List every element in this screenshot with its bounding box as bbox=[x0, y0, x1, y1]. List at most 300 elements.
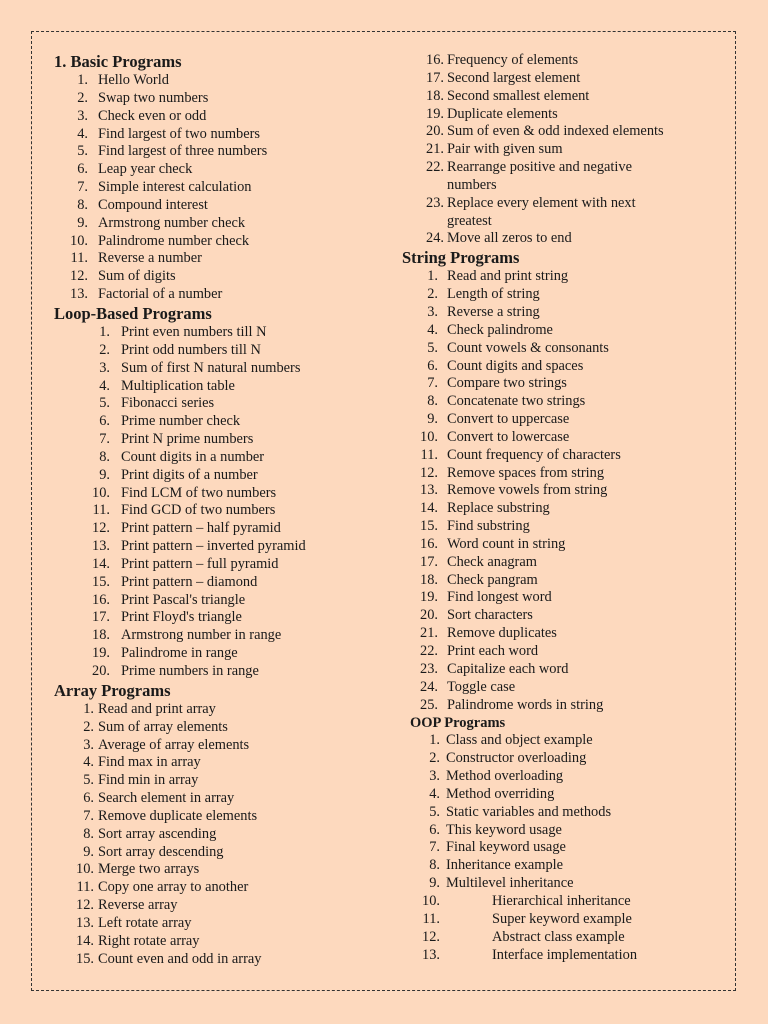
item-number: 16. bbox=[92, 591, 110, 608]
item-text: Remove spaces from string bbox=[447, 464, 605, 481]
list-item bbox=[54, 538, 384, 556]
list-item bbox=[402, 358, 732, 376]
item-text: Armstrong number in range bbox=[121, 627, 282, 644]
list-item bbox=[402, 839, 732, 857]
item-text: This keyword usage bbox=[446, 821, 562, 838]
item-number: 17. bbox=[420, 553, 438, 570]
item-text: Method overriding bbox=[446, 785, 555, 802]
item-text: Sum of digits bbox=[98, 268, 176, 285]
item-text: Compound interest bbox=[98, 196, 208, 213]
list-item bbox=[54, 879, 384, 897]
item-text: Sum of array elements bbox=[98, 718, 228, 735]
list-item bbox=[402, 465, 732, 483]
list-item bbox=[402, 447, 732, 465]
list-item bbox=[402, 286, 732, 304]
item-number: 7. bbox=[429, 839, 440, 856]
list-item bbox=[402, 106, 732, 124]
section-oop-programs bbox=[402, 714, 732, 964]
item-text: Print each word bbox=[447, 643, 539, 659]
item-number: 15. bbox=[76, 950, 94, 967]
item-text: Concatenate two strings bbox=[447, 393, 586, 410]
item-text: Print pattern – diamond bbox=[121, 573, 258, 590]
item-text: Class and object example bbox=[446, 732, 593, 749]
item-number: 14. bbox=[92, 555, 110, 572]
item-number: 14. bbox=[76, 932, 94, 949]
section-heading: OOP Programs bbox=[410, 715, 506, 732]
list-item bbox=[54, 161, 384, 179]
item-text: Search element in array bbox=[98, 790, 235, 807]
item-number: 4. bbox=[429, 785, 440, 802]
item-number: 3. bbox=[427, 303, 438, 320]
list-item bbox=[402, 411, 732, 429]
item-number: 9. bbox=[99, 466, 110, 483]
item-number: 17. bbox=[426, 69, 444, 86]
list-item bbox=[402, 230, 732, 248]
item-number: 25. bbox=[420, 696, 438, 713]
array-programs-list bbox=[54, 701, 384, 969]
array-programs-continued-list bbox=[402, 52, 732, 248]
list-item bbox=[402, 679, 732, 697]
list-item bbox=[402, 857, 732, 875]
list-item bbox=[54, 609, 384, 627]
item-number: 11. bbox=[422, 910, 440, 927]
list-item bbox=[54, 449, 384, 467]
item-number: 5. bbox=[99, 395, 110, 412]
item-text: Reverse a string bbox=[447, 303, 540, 320]
item-text: Palindrome words in string bbox=[447, 696, 604, 713]
list-item bbox=[54, 378, 384, 396]
list-item bbox=[54, 286, 384, 304]
item-text: Prime number check bbox=[121, 413, 241, 430]
item-text: Swap two numbers bbox=[98, 89, 209, 106]
item-text: Left rotate array bbox=[98, 914, 192, 931]
item-number: 18. bbox=[92, 627, 110, 644]
item-text: Armstrong number check bbox=[98, 214, 246, 231]
item-number: 21. bbox=[420, 625, 438, 642]
item-number: 8. bbox=[83, 825, 94, 842]
list-item bbox=[402, 875, 732, 893]
item-text: Find largest of three numbers bbox=[98, 143, 268, 160]
item-text: Word count in string bbox=[447, 535, 566, 552]
item-text: Leap year check bbox=[98, 161, 193, 178]
item-text: Static variables and methods bbox=[446, 803, 612, 820]
item-text: Sum of first N natural numbers bbox=[121, 359, 301, 376]
section-loop-programs bbox=[54, 304, 384, 681]
item-number: 13. bbox=[420, 482, 438, 499]
list-item bbox=[54, 324, 384, 342]
list-item bbox=[54, 395, 384, 413]
item-text: Length of string bbox=[447, 286, 540, 303]
list-item bbox=[402, 572, 732, 590]
list-item bbox=[54, 627, 384, 645]
list-item bbox=[402, 643, 732, 661]
list-item bbox=[54, 413, 384, 431]
item-number: 1. bbox=[429, 732, 440, 749]
item-text: Replace substring bbox=[447, 500, 550, 517]
item-number: 1. bbox=[77, 72, 88, 88]
item-number: 12. bbox=[420, 464, 438, 481]
item-number: 9. bbox=[83, 843, 94, 860]
item-number: 16. bbox=[426, 52, 444, 68]
section-string-programs bbox=[402, 248, 732, 714]
list-item bbox=[402, 322, 732, 340]
item-text: Print Floyd's triangle bbox=[121, 609, 242, 626]
list-item bbox=[402, 482, 732, 500]
list-item bbox=[54, 143, 384, 161]
item-text: Hello World bbox=[98, 72, 169, 88]
list-item bbox=[402, 304, 732, 322]
item-text: Sort array ascending bbox=[98, 825, 217, 842]
list-item bbox=[402, 554, 732, 572]
item-text: Method overloading bbox=[446, 768, 564, 785]
item-number: 8. bbox=[427, 393, 438, 410]
list-item bbox=[54, 72, 384, 90]
item-number: 2. bbox=[77, 89, 88, 106]
item-number: 3. bbox=[83, 736, 94, 753]
item-number: 4. bbox=[99, 377, 110, 394]
list-item bbox=[54, 574, 384, 592]
item-number: 23. bbox=[420, 660, 438, 677]
item-text: Check anagram bbox=[447, 553, 537, 570]
list-item bbox=[54, 808, 384, 826]
item-text: Multiplication table bbox=[121, 377, 235, 394]
item-number: 20. bbox=[420, 607, 438, 624]
item-number: 11. bbox=[420, 446, 438, 463]
item-number: 3. bbox=[77, 107, 88, 124]
item-text: Pair with given sum bbox=[447, 141, 563, 158]
item-text: Reverse array bbox=[98, 897, 178, 914]
item-text: Abstract class example bbox=[492, 928, 625, 945]
item-text: Fibonacci series bbox=[121, 395, 215, 412]
item-text: Print Pascal's triangle bbox=[121, 591, 246, 608]
item-text: Read and print string bbox=[447, 268, 569, 285]
item-text: Factorial of a number bbox=[98, 286, 223, 303]
item-text: Find longest word bbox=[447, 589, 552, 606]
item-number: 10. bbox=[420, 428, 438, 445]
left-column bbox=[54, 52, 384, 969]
item-text: Remove duplicates bbox=[447, 625, 557, 642]
item-text: Find substring bbox=[447, 518, 530, 535]
item-text: Print even numbers till N bbox=[121, 323, 267, 340]
item-number: 6. bbox=[83, 790, 94, 807]
item-number: 7. bbox=[99, 431, 110, 448]
item-text: Final keyword usage bbox=[446, 839, 566, 856]
item-number: 10. bbox=[76, 861, 94, 878]
list-item bbox=[54, 520, 384, 538]
item-number: 8. bbox=[99, 448, 110, 465]
item-number: 12. bbox=[76, 897, 94, 914]
list-item bbox=[54, 951, 384, 969]
list-item bbox=[54, 502, 384, 520]
item-text: Find LCM of two numbers bbox=[121, 484, 277, 501]
list-item bbox=[402, 340, 732, 358]
item-text: Sort array descending bbox=[98, 843, 224, 860]
item-text: Convert to lowercase bbox=[447, 428, 570, 445]
item-text: Second smallest element bbox=[447, 87, 590, 104]
item-text: Convert to uppercase bbox=[447, 411, 570, 428]
item-number: 20. bbox=[92, 663, 110, 679]
item-text: Find min in array bbox=[98, 772, 199, 789]
item-number: 9. bbox=[427, 411, 438, 428]
list-item bbox=[54, 90, 384, 108]
item-number: 4. bbox=[427, 321, 438, 338]
basic-programs-list bbox=[54, 72, 384, 304]
item-text: Check pangram bbox=[447, 571, 538, 588]
list-item bbox=[54, 485, 384, 503]
list-item bbox=[402, 625, 732, 643]
item-number: 3. bbox=[429, 768, 440, 785]
item-text: Reverse a number bbox=[98, 250, 202, 267]
list-item bbox=[402, 768, 732, 786]
list-item bbox=[54, 663, 384, 681]
item-number: 5. bbox=[429, 803, 440, 820]
list-item bbox=[54, 719, 384, 737]
item-text: Palindrome in range bbox=[121, 645, 238, 662]
list-item bbox=[54, 790, 384, 808]
list-item bbox=[402, 750, 732, 768]
item-text: Print pattern – full pyramid bbox=[121, 555, 279, 572]
item-text: Simple interest calculation bbox=[98, 179, 252, 196]
item-number: 3. bbox=[99, 359, 110, 376]
list-item bbox=[402, 697, 732, 715]
item-text: Hierarchical inheritance bbox=[492, 892, 631, 909]
section-heading: Array Programs bbox=[54, 680, 171, 700]
item-number: 18. bbox=[420, 571, 438, 588]
item-number: 10. bbox=[70, 232, 88, 249]
item-number: 7. bbox=[77, 179, 88, 196]
loop-programs-list bbox=[54, 324, 384, 681]
list-item bbox=[402, 947, 732, 965]
item-number: 7. bbox=[427, 375, 438, 392]
item-number: 17. bbox=[92, 609, 110, 626]
item-number: 2. bbox=[99, 341, 110, 358]
item-number: 1. bbox=[99, 323, 110, 340]
item-text: Prime numbers in range bbox=[121, 663, 259, 679]
item-number: 21. bbox=[426, 141, 444, 158]
item-text: Second largest element bbox=[447, 69, 581, 86]
item-number: 13. bbox=[70, 286, 88, 303]
item-text: Print pattern – inverted pyramid bbox=[121, 538, 306, 555]
item-number: 15. bbox=[420, 518, 438, 535]
item-text: Sort characters bbox=[447, 607, 533, 624]
list-item bbox=[54, 772, 384, 790]
item-number: 12. bbox=[422, 928, 440, 945]
section-basic-programs bbox=[54, 52, 384, 304]
item-text: Count frequency of characters bbox=[447, 446, 621, 463]
item-text: Right rotate array bbox=[98, 932, 200, 949]
item-text: Capitalize each word bbox=[447, 660, 569, 677]
item-number: 5. bbox=[427, 339, 438, 356]
list-item bbox=[402, 661, 732, 679]
list-item bbox=[54, 268, 384, 286]
list-item bbox=[402, 732, 732, 750]
list-item bbox=[402, 786, 732, 804]
list-item bbox=[54, 897, 384, 915]
list-item bbox=[54, 645, 384, 663]
item-text: Check palindrome bbox=[447, 321, 553, 338]
right-column bbox=[402, 52, 732, 964]
list-item bbox=[54, 179, 384, 197]
list-item bbox=[54, 342, 384, 360]
item-number: 2. bbox=[83, 718, 94, 735]
item-number: 6. bbox=[427, 357, 438, 374]
string-programs-list bbox=[402, 268, 732, 714]
item-number: 9. bbox=[77, 214, 88, 231]
item-number: 5. bbox=[83, 772, 94, 789]
list-item bbox=[402, 607, 732, 625]
item-text: Count digits in a number bbox=[121, 448, 265, 465]
item-text: Count vowels & consonants bbox=[447, 339, 609, 356]
list-item bbox=[54, 467, 384, 485]
list-item bbox=[54, 108, 384, 126]
list-item bbox=[402, 141, 732, 159]
list-item bbox=[54, 250, 384, 268]
item-number: 2. bbox=[427, 286, 438, 303]
list-item bbox=[402, 929, 732, 947]
section-heading: 1. Basic Programs bbox=[54, 52, 182, 71]
section-heading: Loop-Based Programs bbox=[54, 303, 212, 323]
item-number: 23. bbox=[426, 194, 444, 211]
list-item bbox=[402, 589, 732, 607]
item-number: 9. bbox=[429, 875, 440, 892]
list-item bbox=[54, 861, 384, 879]
item-text: Count even and odd in array bbox=[98, 950, 262, 967]
item-text: Print digits of a number bbox=[121, 466, 258, 483]
item-number: 22. bbox=[426, 159, 444, 176]
item-number: 1. bbox=[427, 268, 438, 285]
list-item bbox=[54, 844, 384, 862]
item-number: 11. bbox=[70, 250, 88, 267]
list-item bbox=[54, 737, 384, 755]
section-array-programs-continued bbox=[402, 52, 732, 248]
item-number: 7. bbox=[83, 807, 94, 824]
item-text: Count digits and spaces bbox=[447, 357, 584, 374]
item-text: Toggle case bbox=[447, 678, 516, 695]
item-number: 6. bbox=[429, 821, 440, 838]
list-item bbox=[402, 911, 732, 929]
list-item bbox=[402, 375, 732, 393]
item-text: Find max in array bbox=[98, 754, 201, 771]
list-item bbox=[54, 933, 384, 951]
item-text: Average of array elements bbox=[98, 736, 250, 753]
list-item bbox=[402, 822, 732, 840]
item-number: 1. bbox=[83, 700, 94, 717]
item-text: Copy one array to another bbox=[98, 879, 249, 896]
item-number: 11. bbox=[76, 879, 94, 896]
item-number: 4. bbox=[77, 125, 88, 142]
item-text: Print N prime numbers bbox=[121, 431, 254, 448]
item-text: Multilevel inheritance bbox=[446, 875, 574, 892]
item-text: Inheritance example bbox=[446, 857, 564, 874]
section-heading: String Programs bbox=[402, 248, 520, 268]
item-text: Print odd numbers till N bbox=[121, 341, 261, 358]
list-item bbox=[402, 268, 732, 286]
list-item bbox=[54, 592, 384, 610]
item-number: 13. bbox=[422, 946, 440, 963]
item-text: Find GCD of two numbers bbox=[121, 502, 276, 519]
item-number: 4. bbox=[83, 754, 94, 771]
list-item bbox=[54, 126, 384, 144]
item-number: 6. bbox=[77, 161, 88, 178]
list-item bbox=[402, 518, 732, 536]
list-item bbox=[402, 88, 732, 106]
item-number: 13. bbox=[76, 914, 94, 931]
list-item bbox=[402, 536, 732, 554]
list-item bbox=[54, 556, 384, 574]
item-number: 24. bbox=[426, 230, 444, 247]
list-item bbox=[402, 393, 732, 411]
item-number: 15. bbox=[92, 573, 110, 590]
item-number: 8. bbox=[77, 196, 88, 213]
oop-programs-list bbox=[402, 732, 732, 964]
list-item bbox=[54, 360, 384, 378]
list-item bbox=[402, 195, 732, 231]
item-number: 11. bbox=[92, 502, 110, 519]
list-item bbox=[54, 197, 384, 215]
list-item bbox=[402, 159, 732, 195]
item-text: Compare two strings bbox=[447, 375, 567, 392]
list-item bbox=[402, 123, 732, 141]
item-text: Duplicate elements bbox=[447, 105, 558, 122]
item-text: Find largest of two numbers bbox=[98, 125, 261, 142]
section-array-programs bbox=[54, 681, 384, 969]
list-item bbox=[402, 429, 732, 447]
list-item bbox=[54, 215, 384, 233]
item-number: 19. bbox=[420, 589, 438, 606]
list-item bbox=[54, 754, 384, 772]
item-number: 12. bbox=[92, 520, 110, 537]
item-text: Sum of even & odd indexed elements bbox=[447, 123, 664, 140]
item-text: Replace every element with next greatest bbox=[447, 194, 636, 229]
item-number: 22. bbox=[420, 643, 438, 659]
item-text: Remove vowels from string bbox=[447, 482, 608, 499]
list-item bbox=[54, 233, 384, 251]
list-item bbox=[54, 915, 384, 933]
item-text: Rearrange positive and negative numbers bbox=[447, 159, 633, 193]
item-text: Print pattern – half pyramid bbox=[121, 520, 281, 537]
item-text: Interface implementation bbox=[492, 946, 638, 963]
item-number: 12. bbox=[70, 268, 88, 285]
list-item bbox=[402, 52, 732, 70]
list-item bbox=[54, 826, 384, 844]
list-item bbox=[402, 804, 732, 822]
item-number: 24. bbox=[420, 678, 438, 695]
list-item bbox=[402, 893, 732, 911]
item-number: 19. bbox=[92, 645, 110, 662]
item-number: 20. bbox=[426, 123, 444, 140]
list-item bbox=[402, 500, 732, 518]
item-text: Check even or odd bbox=[98, 107, 207, 124]
item-text: Palindrome number check bbox=[98, 232, 250, 249]
item-number: 18. bbox=[426, 87, 444, 104]
item-number: 6. bbox=[99, 413, 110, 430]
list-item bbox=[402, 70, 732, 88]
item-text: Read and print array bbox=[98, 700, 216, 717]
item-text: Remove duplicate elements bbox=[98, 807, 258, 824]
item-number: 13. bbox=[92, 538, 110, 555]
item-number: 5. bbox=[77, 143, 88, 160]
item-number: 2. bbox=[429, 750, 440, 767]
item-number: 16. bbox=[420, 535, 438, 552]
list-item bbox=[54, 701, 384, 719]
item-text: Move all zeros to end bbox=[447, 230, 572, 247]
item-number: 14. bbox=[420, 500, 438, 517]
item-text: Super keyword example bbox=[492, 910, 632, 927]
item-text: Constructor overloading bbox=[446, 750, 587, 767]
list-item bbox=[54, 431, 384, 449]
item-number: 10. bbox=[422, 892, 440, 909]
item-text: Frequency of elements bbox=[447, 52, 579, 68]
